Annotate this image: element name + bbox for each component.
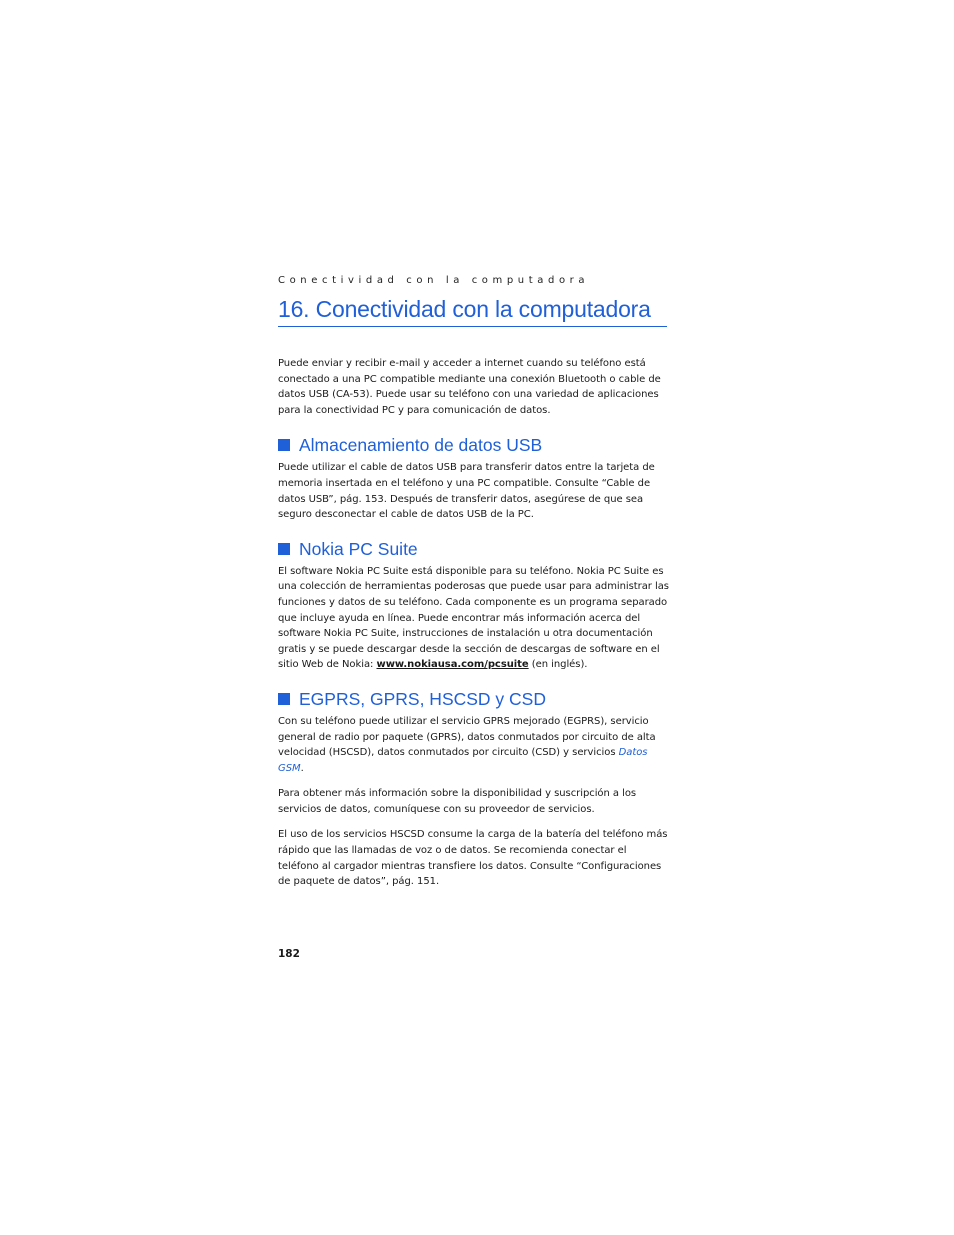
section-heading-usb-label: Almacenamiento de datos USB <box>299 435 543 456</box>
menu-reference: Datos GSM <box>278 747 648 774</box>
section-heading-egprs-label: EGPRS, GPRS, HSCSD y CSD <box>299 688 546 709</box>
section-heading-pc-suite <box>278 538 670 560</box>
pc-suite-link[interactable]: www.nokiausa.com/pcsuite <box>376 659 529 671</box>
egprs-text-end: . <box>300 762 304 774</box>
square-bullet-icon <box>278 543 290 555</box>
running-header: Conectividad con la computadora <box>278 275 590 286</box>
section-heading-usb <box>278 434 670 456</box>
usb-paragraph: Puede utilizar el cable de datos USB para transferir datos entre la tarjeta de memoria insertada en el teléfono y una PC compatible. Consulte “Cable de datos USB”, pág. 153. Después de transferir datos, asegúrese de que sea seguro desconectar el cable de datos USB de la PC. <box>278 462 655 521</box>
intro-paragraph: Puede enviar y recibir e-mail y acceder a internet cuando su teléfono está conectado a una PC compatible mediante una conexión Bluetooth o cable de datos USB (CA-53). Puede usar su teléfono con una variedad de aplicaciones para la conectividad PC y para comunicación de datos. <box>278 358 661 416</box>
egprs-paragraph-1 <box>278 714 670 776</box>
egprs-paragraph-3: El uso de los servicios HSCSD consume la carga de la batería del teléfono más rápido que las llamadas de voz o de datos. Se recomienda conectar el teléfono al cargador mientras transfiere los datos. Consulte “Configuraciones de paquete de datos”, pág. 151. <box>278 829 668 888</box>
page-number: 182 <box>278 948 300 960</box>
page-content <box>278 356 670 900</box>
section-heading-pc-suite-label: Nokia PC Suite <box>299 538 418 559</box>
square-bullet-icon <box>278 693 290 705</box>
egprs-paragraph-2: Para obtener más información sobre la disponibilidad y suscripción a los servicios de datos, comuníquese con su proveedor de servicios. <box>278 788 637 815</box>
pc-suite-paragraph <box>278 564 670 673</box>
pc-suite-text: El software Nokia PC Suite está disponible para su teléfono. Nokia PC Suite es una colección de herramientas poderosas que puede usar para administrar las funciones y datos de su teléfono. Cada componente es un programa separado que incluye ayuda en línea. Puede encontrar más información acerca del software Nokia PC Suite, instrucciones de instalación u otra documentación gratis y se puede descargar desde la sección de descargas de software en el sitio Web de Nokia: <box>278 565 669 671</box>
pc-suite-text-end: (en inglés). <box>528 659 588 671</box>
egprs-text: Con su teléfono puede utilizar el servicio GPRS mejorado (EGPRS), servicio general de radio por paquete (GPRS), datos conmutados por circuito de alta velocidad (HSCSD), datos conmutados por circuito (CSD) y servicios <box>278 715 656 759</box>
chapter-title: 16. Conectividad con la computadora <box>278 296 667 327</box>
section-heading-egprs <box>278 688 670 710</box>
square-bullet-icon <box>278 439 290 451</box>
